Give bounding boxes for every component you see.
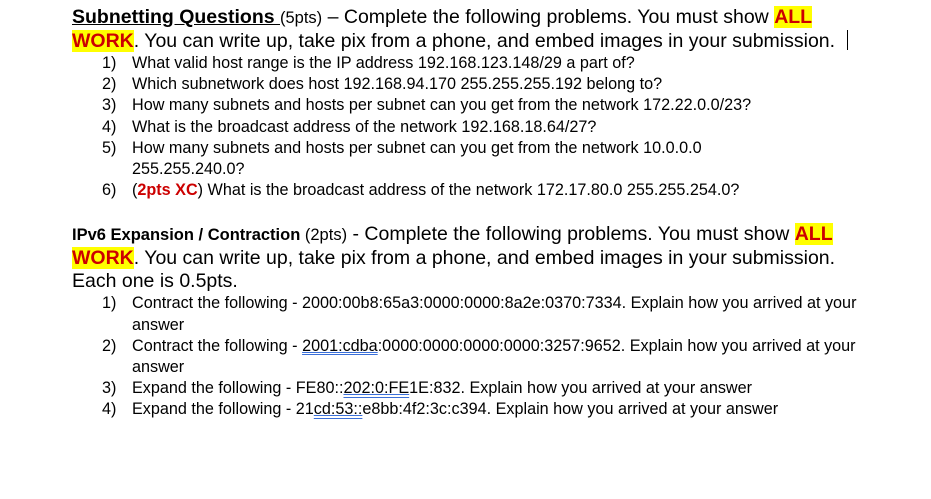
list-item xyxy=(72,138,792,180)
section2-heading-line2 xyxy=(72,247,922,270)
section2-highlight-all: ALL xyxy=(794,223,833,246)
item-number: 1) xyxy=(102,54,117,72)
spellcheck-underlined-text: cd:53:: xyxy=(313,400,363,419)
item-text-b: e8bb:4f2:3c:c394. Explain how you arrived at your answer xyxy=(362,400,779,419)
item-text: What valid host range is the IP address 192.168.123.148/29 a part of? xyxy=(132,54,635,72)
item-number: 4) xyxy=(102,400,117,419)
spellcheck-underlined-text: 202:0:FE xyxy=(343,379,410,398)
section1-intro-a: – Complete the following problems. You must show xyxy=(322,6,775,28)
section2-heading xyxy=(72,223,922,247)
list-item xyxy=(72,117,922,138)
section2-list xyxy=(72,293,922,420)
section1-heading-line2 xyxy=(72,30,922,53)
list-item xyxy=(72,53,922,74)
item-text: ) What is the broadcast address of the network 172.17.80.0 255.255.254.0? xyxy=(197,181,740,200)
item-text: How many subnets and hosts per subnet can you get from the network 10.0.0.0 255.255.240.0? xyxy=(132,138,702,179)
item-text-b: 1E:832. Explain how you arrived at your answer xyxy=(409,379,752,398)
item-text-pre: ( xyxy=(132,181,138,200)
item-text-a: Contract the following - xyxy=(132,336,303,355)
text-cursor xyxy=(847,30,848,50)
spellcheck-underlined-text: 2001:cdba xyxy=(302,336,378,355)
item-text-a: Expand the following - 21 xyxy=(132,400,314,419)
section2-heading-line3 xyxy=(72,270,922,293)
item-number: 3) xyxy=(102,96,117,115)
section2-highlight-work: WORK xyxy=(72,247,134,270)
list-item xyxy=(72,399,922,420)
section2-intro-a: - Complete the following problems. You must show xyxy=(347,223,795,246)
list-item xyxy=(72,378,922,399)
section1-highlight-work: WORK xyxy=(72,30,134,52)
section1-heading xyxy=(72,6,922,30)
extra-credit-label: 2pts XC xyxy=(137,181,198,200)
document-body xyxy=(72,6,922,421)
section-spacer xyxy=(72,201,922,223)
section1-list xyxy=(72,53,922,201)
section1-highlight-all: ALL xyxy=(774,6,813,28)
section2-points: (2pts) xyxy=(300,226,348,245)
list-item xyxy=(72,336,912,378)
list-item xyxy=(72,95,922,116)
section2-intro-c: Each one is 0.5pts. xyxy=(72,270,238,293)
section1-points: (5pts) xyxy=(280,9,323,27)
item-number: 4) xyxy=(102,117,117,136)
section1-intro-b: . You can write up, take pix from a phone, and embed images in your submission. xyxy=(133,30,836,52)
list-item xyxy=(72,74,922,95)
section2-intro-b: . You can write up, take pix from a phone, and embed images in your submission. xyxy=(133,247,836,270)
item-number: 5) xyxy=(102,138,117,157)
item-text: How many subnets and hosts per subnet can you get from the network 172.22.0.0/23? xyxy=(132,96,752,115)
item-text-b: :0000:0000:0000:0000:3257:9652. Explain how you arrived at your answer xyxy=(132,336,856,377)
item-number: 3) xyxy=(102,379,117,398)
section1-title: Subnetting Questions xyxy=(72,6,280,28)
item-number: 2) xyxy=(102,336,117,355)
item-text: Which subnetwork does host 192.168.94.170 255.255.255.192 belong to? xyxy=(132,75,663,94)
section2-title: IPv6 Expansion / Contraction xyxy=(72,226,301,245)
list-item xyxy=(72,293,912,335)
item-number: 2) xyxy=(102,75,117,94)
item-number: 1) xyxy=(102,294,117,313)
item-text-a: Expand the following - FE80:: xyxy=(132,379,344,398)
item-text: What is the broadcast address of the network 192.168.18.64/27? xyxy=(132,117,597,136)
list-item xyxy=(72,180,922,201)
item-number: 6) xyxy=(102,181,117,200)
item-text: Contract the following - 2000:00b8:65a3:0000:0000:8a2e:0370:7334. Explain how you arrived at your answer xyxy=(132,294,857,334)
